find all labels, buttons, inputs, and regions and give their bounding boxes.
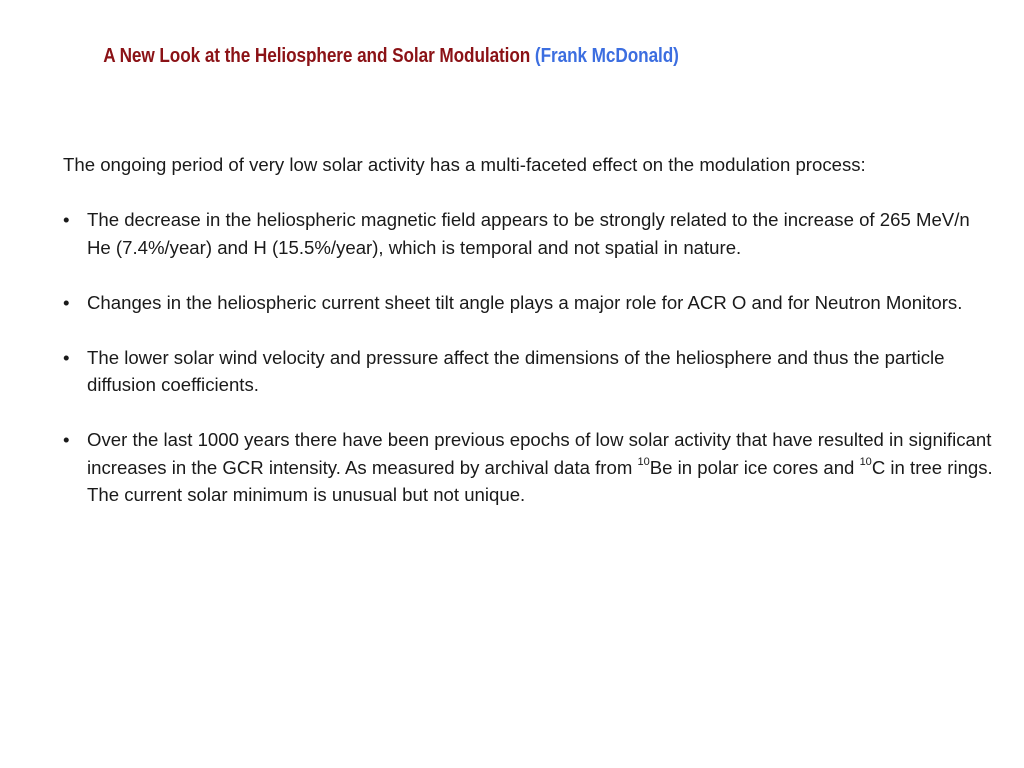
intro-paragraph: The ongoing period of very low solar activity has a multi-faceted effect on the modulation process:	[63, 154, 866, 175]
title-author: (Frank McDonald)	[534, 45, 679, 67]
bullet-item	[63, 289, 998, 317]
bullet-text: The decrease in the heliospheric magnetic field appears to be strongly related to the increase of 265 MeV/n He (7.4%/year) and H (15.5%/year), which is temporal and not spatial in nature.	[87, 209, 970, 258]
bullet-text: The lower solar wind velocity and pressure affect the dimensions of the heliosphere and thus the particle diffusion coefficients.	[87, 346, 945, 395]
slide-body	[63, 151, 998, 536]
bullet-marker: •	[63, 209, 70, 230]
bullet-text: Changes in the heliospheric current sheet tilt angle plays a major role for ACR O and for Neutron Monitors.	[87, 291, 963, 313]
bullet-item	[63, 426, 998, 509]
title-main: A New Look at the Heliosphere and Solar Modulation	[103, 45, 531, 67]
slide-title	[0, 43, 881, 69]
bullet-text-part: Over the last 1000 years there have been previous epochs of low solar activity that have resulted in significant increases in the GCR intensity. As measured by archival data from	[87, 429, 992, 478]
bullet-item	[63, 344, 998, 399]
superscript-mass-number: 10	[637, 456, 650, 469]
bullet-item	[63, 206, 998, 261]
superscript-mass-number: 10	[859, 456, 872, 469]
bullet-marker: •	[63, 429, 70, 450]
bullet-text-part: Be in polar ice cores and	[649, 456, 860, 478]
bullet-marker: •	[63, 291, 70, 313]
bullet-text-part: C in tree rings. The current solar minimum is unusual but not unique.	[87, 456, 993, 505]
bullet-marker: •	[63, 346, 70, 368]
